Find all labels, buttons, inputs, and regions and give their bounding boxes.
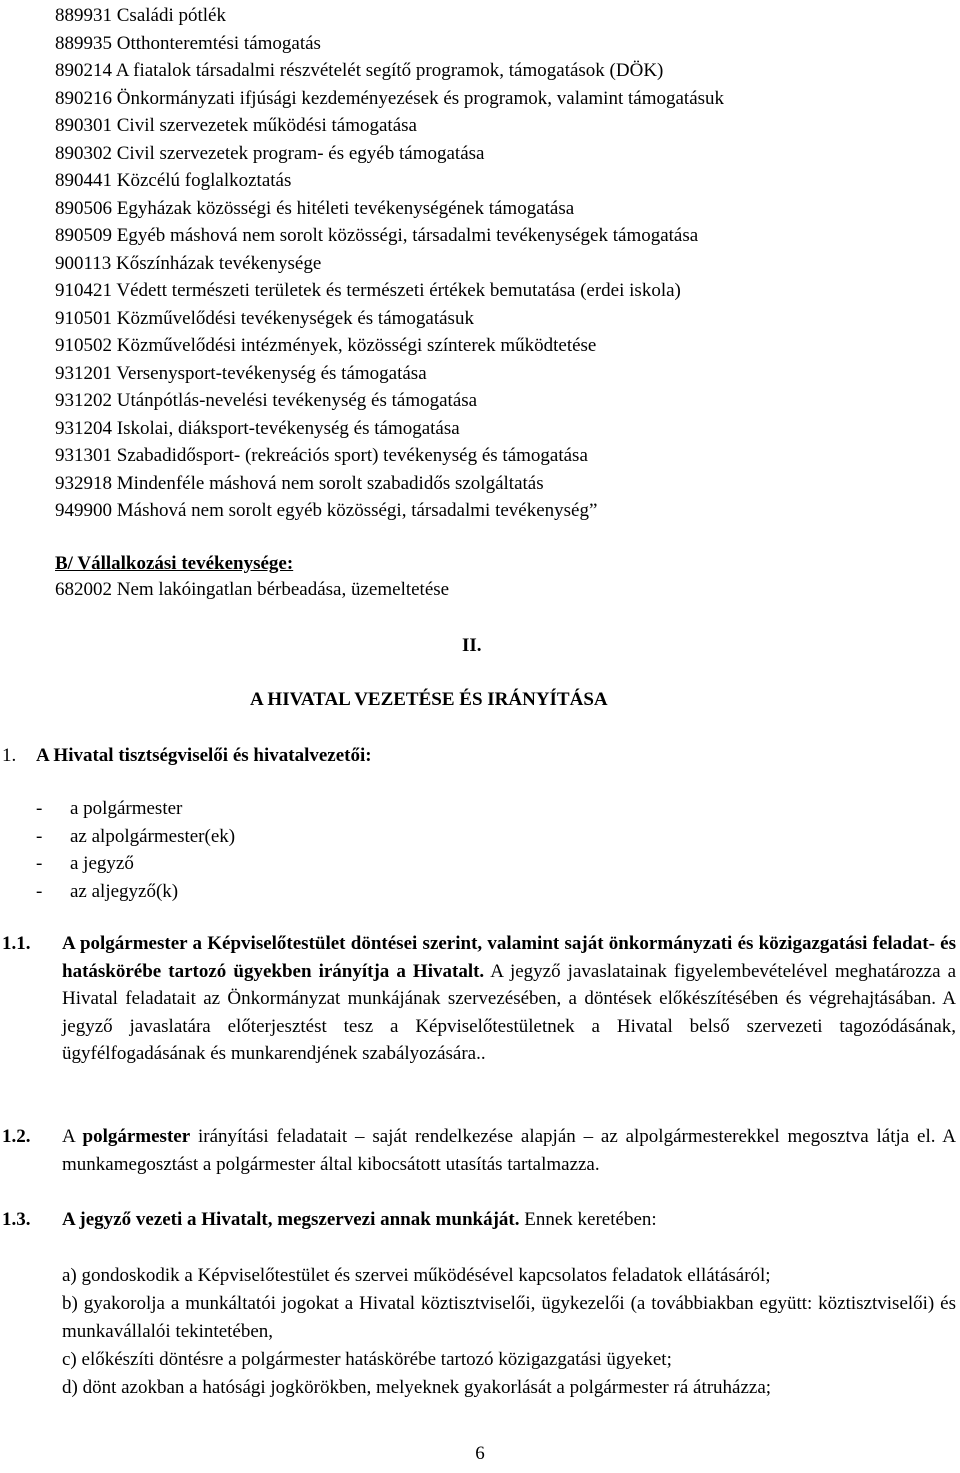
activity-code-item: 949900 Máshová nem sorolt egyéb közösségi, társadalmi tevékenység” [55, 500, 598, 521]
officer-list [36, 795, 235, 905]
task-list [62, 1262, 956, 1402]
paragraph-body: A polgármester irányítási feladatait – saját rendelkezése alapján – az alpolgármesterekkel megosztva látja el. A munkamegosztást a polgármester által kibocsátott utasítás tartalmazza. [62, 1126, 957, 1175]
activity-code-item: 890506 Egyházak közösségi és hitéleti tevékenységének támogatása [55, 197, 575, 219]
paragraph-number: 1.2. [2, 1126, 31, 1147]
chapter-number: II. [462, 635, 482, 656]
page-number: 6 [475, 1443, 485, 1464]
paragraph-1-1 [2, 930, 956, 1068]
officer-item: - a jegyző [36, 850, 235, 878]
activity-code-item: 889935 Otthonteremtési támogatás [55, 32, 321, 54]
activity-code-item: 900113 Kőszínházak tevékenysége [55, 252, 322, 274]
task-item: d) dönt azokban a hatósági jogkörökben, melyeknek gyakorlását a polgármester rá átruházza; [62, 1377, 772, 1398]
chapter-title: A HIVATAL VEZETÉSE ÉS IRÁNYÍTÁSA [250, 689, 608, 710]
list-dash: - [36, 825, 43, 847]
section-1-title: A Hivatal tisztségviselői és hivatalvezetői: [36, 745, 372, 766]
paragraph-body: A polgármester a Képviselőtestület döntései szerint, valamint saját önkormányzati és közigazgatási feladat- és hatáskörébe tartozó ügyekben irányítja a Hivatalt. A jegyző javaslatainak figyelembevételével meghatározza a Hivatal feladatait az Önkormányzat munkájának szervezésében, a döntések előkészítésében és végrehajtásában. A jegyző javaslatára előterjesztést tesz a Képviselőtestületnek a Hivatal belső szervezeti tagozódásának, ügyfélfogadásának és munkarendjének szabályozására.. [62, 933, 957, 1064]
paragraph-1-2 [2, 1123, 956, 1178]
activity-code-item: 910421 Védett természeti területek és természeti értékek bemutatása (erdei iskola) [55, 280, 681, 301]
activity-code-item: 931201 Versenysport-tevékenység és támogatása [55, 362, 427, 384]
paragraph-1-3 [2, 1206, 956, 1234]
section-1-number: 1. [2, 745, 17, 766]
activity-code-item: 910502 Közművelődési intézmények, közösségi színterek működtetése [55, 335, 597, 356]
activity-code-item: 889931 Családi pótlék [55, 5, 226, 26]
activity-code-item: 931204 Iskolai, diáksport-tevékenység és támogatása [55, 417, 460, 439]
task-item: a) gondoskodik a Képviselőtestület és szervei működésével kapcsolatos feladatok ellátásáról; [62, 1265, 771, 1286]
list-dash: - [36, 798, 43, 819]
section-b-heading: B/ Vállalkozási tevékenysége: [55, 553, 294, 574]
activity-code-item: 890302 Civil szervezetek program- és egyéb támogatása [55, 142, 485, 164]
activity-code-item: 890301 Civil szervezetek működési támogatása [55, 115, 417, 136]
task-item: b) gyakorolja a munkáltatói jogokat a Hivatal köztisztviselői, ügykezelői (a továbbiakban együtt: köztisztviselői) és munkavállalói tekintetében, [62, 1293, 956, 1342]
activity-code-item: 932918 Mindenféle máshová nem sorolt szabadidős szolgáltatás [55, 472, 544, 494]
officer-item: - a polgármester [36, 795, 235, 823]
section-1-heading [2, 745, 372, 767]
activity-code-item: 890216 Önkormányzati ifjúsági kezdeményezések és programok, valamint támogatásuk [55, 87, 725, 109]
officer-item: - az alpolgármester(ek) [36, 823, 235, 851]
list-dash: - [36, 853, 43, 874]
activity-code-item: 890509 Egyéb máshová nem sorolt közösségi, társadalmi tevékenységek támogatása [55, 225, 699, 246]
activity-code-item: 890441 Közcélú foglalkoztatás [55, 170, 292, 191]
activity-code-item: 931202 Utánpótlás-nevelési tevékenység és támogatása [55, 390, 478, 411]
activity-code-item: 910501 Közművelődési tevékenységek és támogatásuk [55, 307, 474, 329]
list-dash: - [36, 880, 43, 902]
paragraph-number: 1.1. [2, 933, 31, 954]
paragraph-body: A jegyző vezeti a Hivatalt, megszervezi annak munkáját. Ennek keretében: [62, 1209, 657, 1230]
activity-code-list [55, 2, 935, 525]
activity-code-item: 890214 A fiatalok társadalmi részvételét segítő programok, támogatások (DÖK) [55, 60, 664, 81]
officer-item: - az aljegyző(k) [36, 878, 235, 906]
section-b-item: 682002 Nem lakóingatlan bérbeadása, üzemeltetése [55, 579, 450, 600]
paragraph-number: 1.3. [2, 1209, 31, 1230]
task-item: c) előkészíti döntésre a polgármester hatáskörébe tartozó közigazgatási ügyeket; [62, 1349, 672, 1370]
activity-code-item: 931301 Szabadidősport- (rekreációs sport) tevékenység és támogatása [55, 445, 588, 466]
